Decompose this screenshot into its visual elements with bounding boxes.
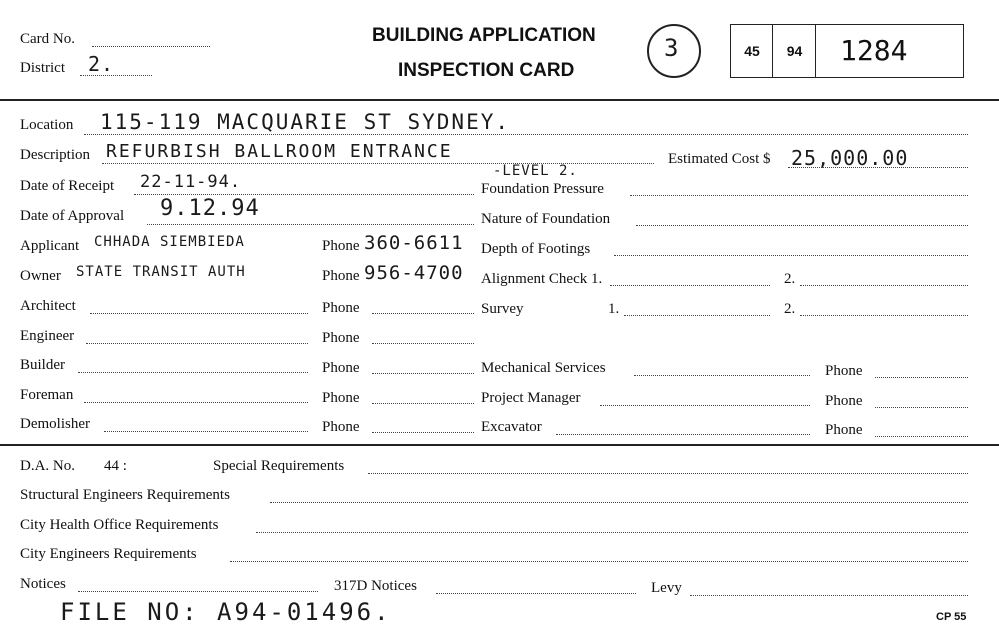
depth-footings-label: Depth of Footings <box>481 241 591 257</box>
survey-1-label: 1. <box>608 301 620 317</box>
approval-value[interactable]: 9.12.94 <box>160 196 260 221</box>
demolisher-label: Demolisher <box>20 416 90 432</box>
file-no: FILE NO: A94-01496. <box>60 598 392 626</box>
description-label: Description <box>20 147 90 163</box>
applicant-phone-value[interactable]: 360-6611 <box>364 232 464 254</box>
depth-footings-field[interactable] <box>614 255 968 256</box>
cost-value[interactable]: 25,000.00 <box>791 146 909 170</box>
mechanical-label: Mechanical Services <box>481 360 606 376</box>
notices-label: Notices <box>20 576 66 592</box>
form-code: CP 55 <box>936 611 967 623</box>
card-no-line[interactable] <box>92 46 210 47</box>
owner-label: Owner <box>20 268 61 284</box>
levy-field[interactable] <box>690 595 968 596</box>
architect-phone-label: Phone <box>322 300 360 316</box>
health-field[interactable] <box>256 532 968 533</box>
receipt-label: Date of Receipt <box>20 178 115 194</box>
survey-2-label: 2. <box>784 301 796 317</box>
location-line <box>84 134 968 135</box>
mechanical-phone-field[interactable] <box>875 377 968 378</box>
owner-phone-label: Phone <box>322 268 360 284</box>
survey-label: Survey <box>481 301 524 317</box>
special-requirements-field[interactable] <box>368 473 968 474</box>
builder-field[interactable] <box>78 372 308 373</box>
circled-number: 3 <box>664 34 680 62</box>
applicant-value[interactable]: CHHADA SIEMBIEDA <box>94 234 245 250</box>
location-label: Location <box>20 117 74 133</box>
box-cell-45: 45 <box>744 43 760 59</box>
city-engineers-label: City Engineers Requirements <box>20 546 197 562</box>
foreman-label: Foreman <box>20 387 74 403</box>
alignment-2-label: 2. <box>784 271 796 287</box>
engineer-field[interactable] <box>86 343 308 344</box>
owner-value[interactable]: STATE TRANSIT AUTH <box>76 264 246 280</box>
special-requirements-label: Special Requirements <box>213 458 345 474</box>
title-line2: INSPECTION CARD <box>398 60 575 81</box>
survey-2-field[interactable] <box>800 315 968 316</box>
foundation-pressure-label: Foundation Pressure <box>481 181 604 197</box>
survey-1-field[interactable] <box>624 315 770 316</box>
structural-field[interactable] <box>270 502 968 503</box>
engineer-phone-label: Phone <box>322 330 360 346</box>
engineer-phone-field[interactable] <box>372 343 474 344</box>
excavator-field[interactable] <box>556 434 810 435</box>
district-value[interactable]: 2. <box>88 52 115 76</box>
applicant-phone-label: Phone <box>322 238 360 254</box>
city-engineers-field[interactable] <box>230 561 968 562</box>
card-no-label: Card No. <box>20 31 75 47</box>
nature-foundation-field[interactable] <box>636 225 968 226</box>
notices-317d-label: 317D Notices <box>334 578 417 594</box>
box-divider-2 <box>815 25 816 77</box>
box-divider-1 <box>772 25 773 77</box>
foreman-phone-field[interactable] <box>372 403 474 404</box>
project-manager-phone-label: Phone <box>825 393 863 409</box>
notices-317d-field[interactable] <box>436 593 636 594</box>
applicant-label: Applicant <box>20 238 80 254</box>
project-manager-phone-field[interactable] <box>875 407 968 408</box>
location-value[interactable]: 115-119 MACQUARIE ST SYDNEY. <box>100 110 511 134</box>
project-manager-field[interactable] <box>600 405 810 406</box>
notices-field[interactable] <box>78 591 318 592</box>
approval-line <box>147 224 474 225</box>
nature-foundation-label: Nature of Foundation <box>481 211 611 227</box>
structural-label: Structural Engineers Requirements <box>20 487 230 503</box>
box-number: 1284 <box>840 34 908 67</box>
cost-label: Estimated Cost $ <box>668 151 771 167</box>
engineer-label: Engineer <box>20 328 75 344</box>
levy-label: Levy <box>651 580 682 596</box>
alignment-label: Alignment Check 1. <box>481 271 603 287</box>
da-value[interactable]: 44 : <box>104 458 127 474</box>
foreman-field[interactable] <box>84 402 308 403</box>
district-line <box>80 75 152 76</box>
architect-label: Architect <box>20 298 76 314</box>
excavator-label: Excavator <box>481 419 542 435</box>
da-label: D.A. No. <box>20 458 75 474</box>
description-value-line2: -LEVEL 2. <box>493 163 578 179</box>
architect-field[interactable] <box>90 313 308 314</box>
foundation-pressure-field[interactable] <box>630 195 968 196</box>
alignment-1-field[interactable] <box>610 285 770 286</box>
box-cell-94: 94 <box>786 43 803 59</box>
description-value[interactable]: REFURBISH BALLROOM ENTRANCE <box>106 141 453 162</box>
builder-label: Builder <box>20 357 65 373</box>
excavator-phone-label: Phone <box>825 422 863 438</box>
district-label: District <box>20 60 65 76</box>
description-line <box>102 163 654 164</box>
receipt-line <box>134 194 474 195</box>
cost-line <box>788 167 968 168</box>
foreman-phone-label: Phone <box>322 390 360 406</box>
demolisher-field[interactable] <box>104 431 308 432</box>
project-manager-label: Project Manager <box>481 390 581 406</box>
owner-phone-value[interactable]: 956-4700 <box>364 262 464 284</box>
header-rule <box>0 99 999 101</box>
mechanical-field[interactable] <box>634 375 810 376</box>
excavator-phone-field[interactable] <box>875 436 968 437</box>
health-label: City Health Office Requirements <box>20 517 219 533</box>
middle-rule <box>0 444 999 446</box>
demolisher-phone-label: Phone <box>322 419 360 435</box>
demolisher-phone-field[interactable] <box>372 432 474 433</box>
mechanical-phone-label: Phone <box>825 363 863 379</box>
title-line1: BUILDING APPLICATION <box>372 25 596 46</box>
architect-phone-field[interactable] <box>372 313 474 314</box>
builder-phone-label: Phone <box>322 360 360 376</box>
approval-label: Date of Approval <box>20 208 125 224</box>
receipt-value[interactable]: 22-11-94. <box>140 172 242 192</box>
alignment-2-field[interactable] <box>800 285 968 286</box>
builder-phone-field[interactable] <box>372 373 474 374</box>
